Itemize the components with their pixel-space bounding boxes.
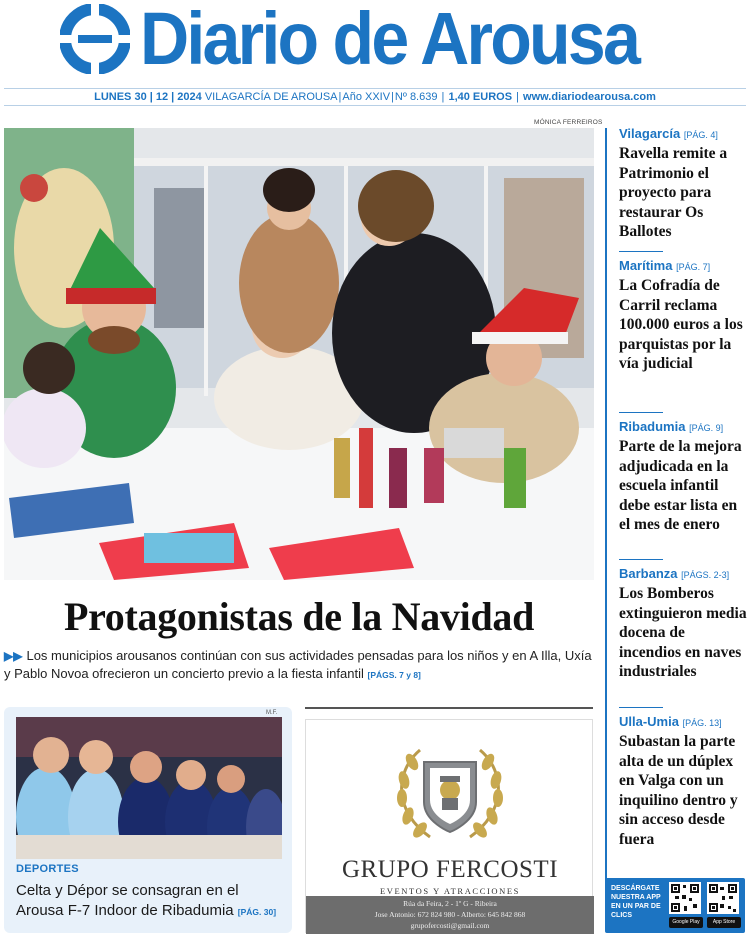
app-promo[interactable] (605, 878, 745, 933)
ad-email: grupofercosti@gmail.com (410, 921, 490, 930)
section-page: [PÁG. 9] (689, 423, 724, 433)
sidebar-section (605, 419, 747, 434)
sidebar-rule (619, 707, 663, 708)
app-store-badge[interactable]: App Store (707, 917, 741, 928)
section-name: Barbanza (619, 566, 678, 581)
ad-phones: Jose Antonio: 672 824 980 - Alberto: 645 842 868 (374, 910, 526, 919)
main-photo[interactable] (4, 128, 594, 580)
logo-icon (60, 4, 130, 74)
sidebar-story[interactable] (605, 258, 747, 374)
section-page: [PÁG. 4] (683, 130, 718, 140)
section-name: Ulla-Umia (619, 714, 679, 729)
sidebar-story[interactable] (605, 419, 747, 535)
issue-date: LUNES 30 | 12 | 2024 (94, 91, 202, 103)
sports-tag: DEPORTES (16, 863, 79, 875)
qr-code-icon[interactable] (669, 882, 701, 914)
sidebar-headline: Ravella remite a Patrimonio el proyecto para restaurar Os Ballotes (619, 145, 728, 240)
main-photo-credit: MÓNICA FERREIROS (534, 119, 603, 126)
app-promo-text: DESCÁRGATE NUESTRA APP EN UN PAR DE CLICS (611, 885, 661, 919)
website-link[interactable]: www.diariodearousa.com (523, 91, 656, 103)
section-page: [PÁG. 7] (676, 262, 711, 272)
sidebar-story[interactable] (605, 126, 747, 242)
sports-photo-credit: M.F. (266, 710, 278, 716)
google-play-badge[interactable]: Google Play (669, 917, 703, 928)
sidebar-section (605, 258, 747, 273)
sidebar-headline: Los Bomberos extinguieron media docena de incendios en naves industriales (619, 585, 747, 680)
sports-photo (16, 717, 282, 859)
qr-code-icon[interactable] (707, 882, 739, 914)
lead-text: Los municipios arousanos continúan con sus actividades pensadas para los niños y en A Illa, Uxía y Pablo Novoa ofrecieron un concierto previo a la fiesta infantil (4, 648, 592, 681)
ad-contact (306, 896, 594, 934)
section-page: [PÁGS. 2-3] (681, 570, 730, 580)
sidebar-section (605, 566, 747, 581)
ad-title: GRUPO FERCOSTI (341, 856, 559, 883)
sidebar-story[interactable] (605, 566, 747, 682)
laurel-shield-icon (380, 732, 520, 852)
sidebar-story[interactable] (605, 714, 747, 849)
section-page: [PÁG. 13] (682, 718, 722, 728)
sports-headline-text: Celta y Dépor se consagran en el Arousa F-7 Indoor de Ribadumia (16, 882, 239, 919)
advertisement[interactable] (305, 707, 593, 933)
location: VILAGARCÍA DE AROUSA (204, 91, 338, 103)
sidebar-section (605, 714, 747, 729)
lead-arrow-icon: ▶▶ (4, 649, 23, 663)
sports-headline[interactable] (16, 881, 286, 922)
sidebar-headline: Subastan la parte alta de un dúplex en Valga con un inquilino dentro y sin acceso desde fuera (619, 733, 738, 848)
main-lead (4, 647, 594, 684)
issue-year: Año XXIV (342, 91, 391, 103)
ad-panel (305, 719, 593, 933)
sidebar-section (605, 126, 747, 141)
sports-page-ref: [PÁG. 30] (237, 907, 277, 917)
main-page-ref[interactable]: [PÁGS. 7 y 8] (367, 670, 421, 680)
sidebar-headline: La Cofradía de Carril reclama 100.000 euros a los parquistas por la vía judicial (619, 277, 743, 372)
sidebar-rule (619, 251, 663, 252)
section-name: Ribadumia (619, 419, 686, 434)
dateline: LUNES 30 | 12 | 2024 VILAGARCÍA DE AROUSA|Año XXIV|Nº 8.639 | 1,40 EUROS | www.diariodearousa.com (4, 88, 746, 106)
issue-number: Nº 8.639 (394, 91, 438, 103)
children-crafts-photo-icon (4, 128, 594, 580)
football-kids-photo-icon (16, 717, 282, 859)
sidebar-headline: Parte de la mejora adjudicada en la escuela infantil debe estar lista en el mes de enero (619, 438, 742, 533)
sidebar-rule (619, 559, 663, 560)
masthead-title: Diario de Arousa (140, 0, 639, 80)
main-headline[interactable]: Protagonistas de la Navidad (63, 594, 535, 639)
section-name: Vilagarcía (619, 126, 681, 141)
masthead (0, 0, 750, 86)
sidebar-rule (619, 412, 663, 413)
price: 1,40 EUROS (448, 91, 513, 103)
section-name: Marítima (619, 258, 673, 273)
sports-box[interactable] (4, 707, 292, 933)
ad-address: Rúa da Feira, 2 - 1º G - Ribeira (403, 899, 497, 908)
ad-subtitle: EVENTOS Y ATRACCIONES (379, 886, 521, 896)
